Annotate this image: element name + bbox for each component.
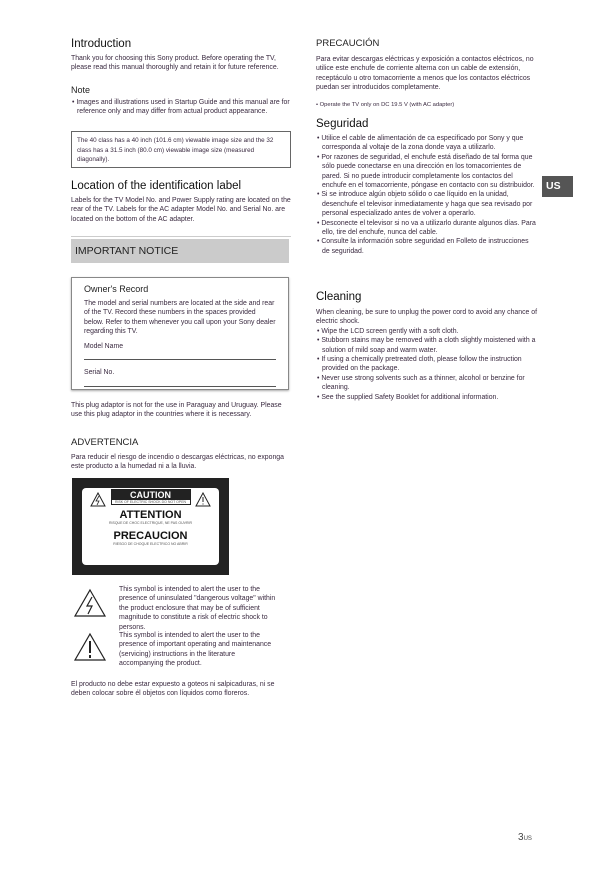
seguridad-heading: Seguridad: [316, 118, 369, 130]
precaucion-body: Para evitar descargas eléctricas y exposición a contactos eléctricos, no utilice este enchufe de corriente alterna con un cable de extensión, receptáculo u otro tomacorriente a menos que los contactos eléctricos puedan ser introducidos completamente.: [316, 56, 534, 92]
instructions-symbol-text: This symbol is intended to alert the user to the presence of important operating and maintenance (servicing) instructions in the literature accompanying the product.: [119, 632, 272, 668]
owners-record-heading: Owner's Record: [84, 284, 149, 294]
advertencia-heading: ADVERTENCIA: [71, 437, 139, 448]
page-number-value: 3: [518, 832, 524, 843]
precaucion-text: PRECAUCION: [113, 530, 188, 542]
dc-voltage-note: • Operate the TV only on DC 19.5 V (with AC adapter): [316, 102, 455, 108]
caution-text: CAUTION: [112, 490, 190, 500]
owners-record-text: The model and serial numbers are located at the side and rear of the TV. Record these numbers in the spaces provided below. Refer to them whenever you call upon your Sony dealer regarding this TV.: [84, 300, 276, 336]
precaucion-heading: PRECAUCIÓN: [316, 38, 380, 49]
lightning-warning-icon: [90, 492, 106, 507]
attention-subtext: RISQUE DE CHOC ELECTRIQUE, NE PAS OUVRIR: [109, 521, 192, 525]
location-text: Labels for the TV Model No. and Power Supply rating are located on the rear of the TV. Labels for the AC adapter Model No. and Serial No. are located on the bottom of the AC adapter.: [71, 197, 291, 223]
note-heading: Note: [71, 85, 91, 95]
cleaning-heading: Cleaning: [316, 291, 362, 303]
introduction-heading: Introduction: [71, 38, 132, 50]
page-number-suffix: US: [523, 836, 532, 842]
list-item: • Por razones de seguridad, el enchufe está diseñado de tal forma que sólo puede conectarse en una dirección en los tomacorrientes de pared. Si no puede introducir completamente los contactos del enchufe en el tomacorriente, póngase en contacto con su distribuidor.: [317, 153, 535, 190]
list-item: • Si se introduce algún objeto sólido o cae líquido en la unidad, desenchufe el televisor inmediatamente y haga que sea revisado por personal especializado antes de volver a operarlo.: [317, 191, 533, 218]
cleaning-list: [316, 308, 538, 402]
list-item: • Never use strong solvents such as a thinner, alcohol or benzine for cleaning.: [317, 374, 525, 392]
advertencia-text: Para reducir el riesgo de incendio o descargas eléctricas, no exponga este producto a la humedad ni a la lluvia.: [71, 454, 284, 471]
exclamation-warning-icon: [195, 492, 211, 507]
list-item: • See the supplied Safety Booklet for additional information.: [317, 393, 499, 401]
list-item: • Stubborn stains may be removed with a cloth slightly moistened with a solution of mild soap and warm water.: [317, 337, 536, 354]
caution-subtext: RISK OF ELECTRIC SHOCK DO NOT OPEN: [114, 500, 187, 504]
list-item: • Wipe the LCD screen gently with a soft cloth.: [317, 327, 459, 335]
voltage-symbol-text: This symbol is intended to alert the user to the presence of uninsulated "dangerous voltage" within the product enclosure that may be of sufficient magnitude to constitute a risk of electric shock to persons.: [119, 586, 276, 631]
list-item: • Desconecte el televisor si no va a utilizarlo durante algunos días. Para ello, tire del enchufe, nunca del cable.: [317, 219, 536, 237]
important-instructions-icon: [73, 632, 107, 662]
list-item: • Utilice el cable de alimentación de ca especificado por Sony y que corresponda al voltaje de la zona donde vaya a utilizarlo.: [317, 135, 524, 152]
list-item: • If using a chemically pretreated cloth, please follow the instruction provided on the package.: [317, 356, 522, 373]
list-item: • Consulte la información sobre seguridad en Folleto de instrucciones de seguridad.: [317, 238, 529, 255]
plug-adaptor-text: This plug adaptor is not for the use in Paraguay and Uruguay. Please use this plug adaptor in the countries where it is necessary.: [71, 402, 282, 419]
model-name-label: Model Name: [84, 342, 124, 350]
producto-text: El producto no debe estar expuesto a goteos ni salpicaduras, ni se deben colocar sobre él objetos con líquidos como floreros.: [71, 681, 275, 698]
attention-text: ATTENTION: [119, 509, 182, 521]
precaucion-subtext: RIESGO DE CHOQUE ELECTRICO NO ABRIR: [113, 542, 188, 546]
dangerous-voltage-icon: [73, 588, 107, 618]
serial-no-label: Serial No.: [84, 369, 115, 377]
caution-label-image: [72, 478, 229, 575]
model-name-field[interactable]: [84, 359, 276, 360]
language-tab-us: US: [542, 176, 573, 197]
owners-record-box: [71, 277, 289, 390]
important-notice-bar: IMPORTANT NOTICE: [71, 239, 289, 263]
note-text: • Images and illustrations used in Startup Guide and this manual are for reference only and may differ from actual product appearance.: [72, 99, 290, 116]
location-heading: Location of the identification label: [71, 180, 242, 192]
screen-size-text: The 40 class has a 40 inch (101.6 cm) viewable image size and the 32 class has a 31.5 inch (80.0 cm) viewable image size (measured diagonally).: [77, 137, 274, 163]
cleaning-text: When cleaning, be sure to unplug the power cord to avoid any chance of electric shock.: [316, 309, 538, 326]
page-number: [518, 832, 532, 843]
serial-no-field[interactable]: [84, 386, 276, 387]
seguridad-list: [316, 134, 538, 256]
introduction-text: Thank you for choosing this Sony product. Before operating the TV, please read this manual thoroughly and retain it for future reference.: [71, 55, 279, 72]
screen-size-box: [71, 131, 291, 168]
